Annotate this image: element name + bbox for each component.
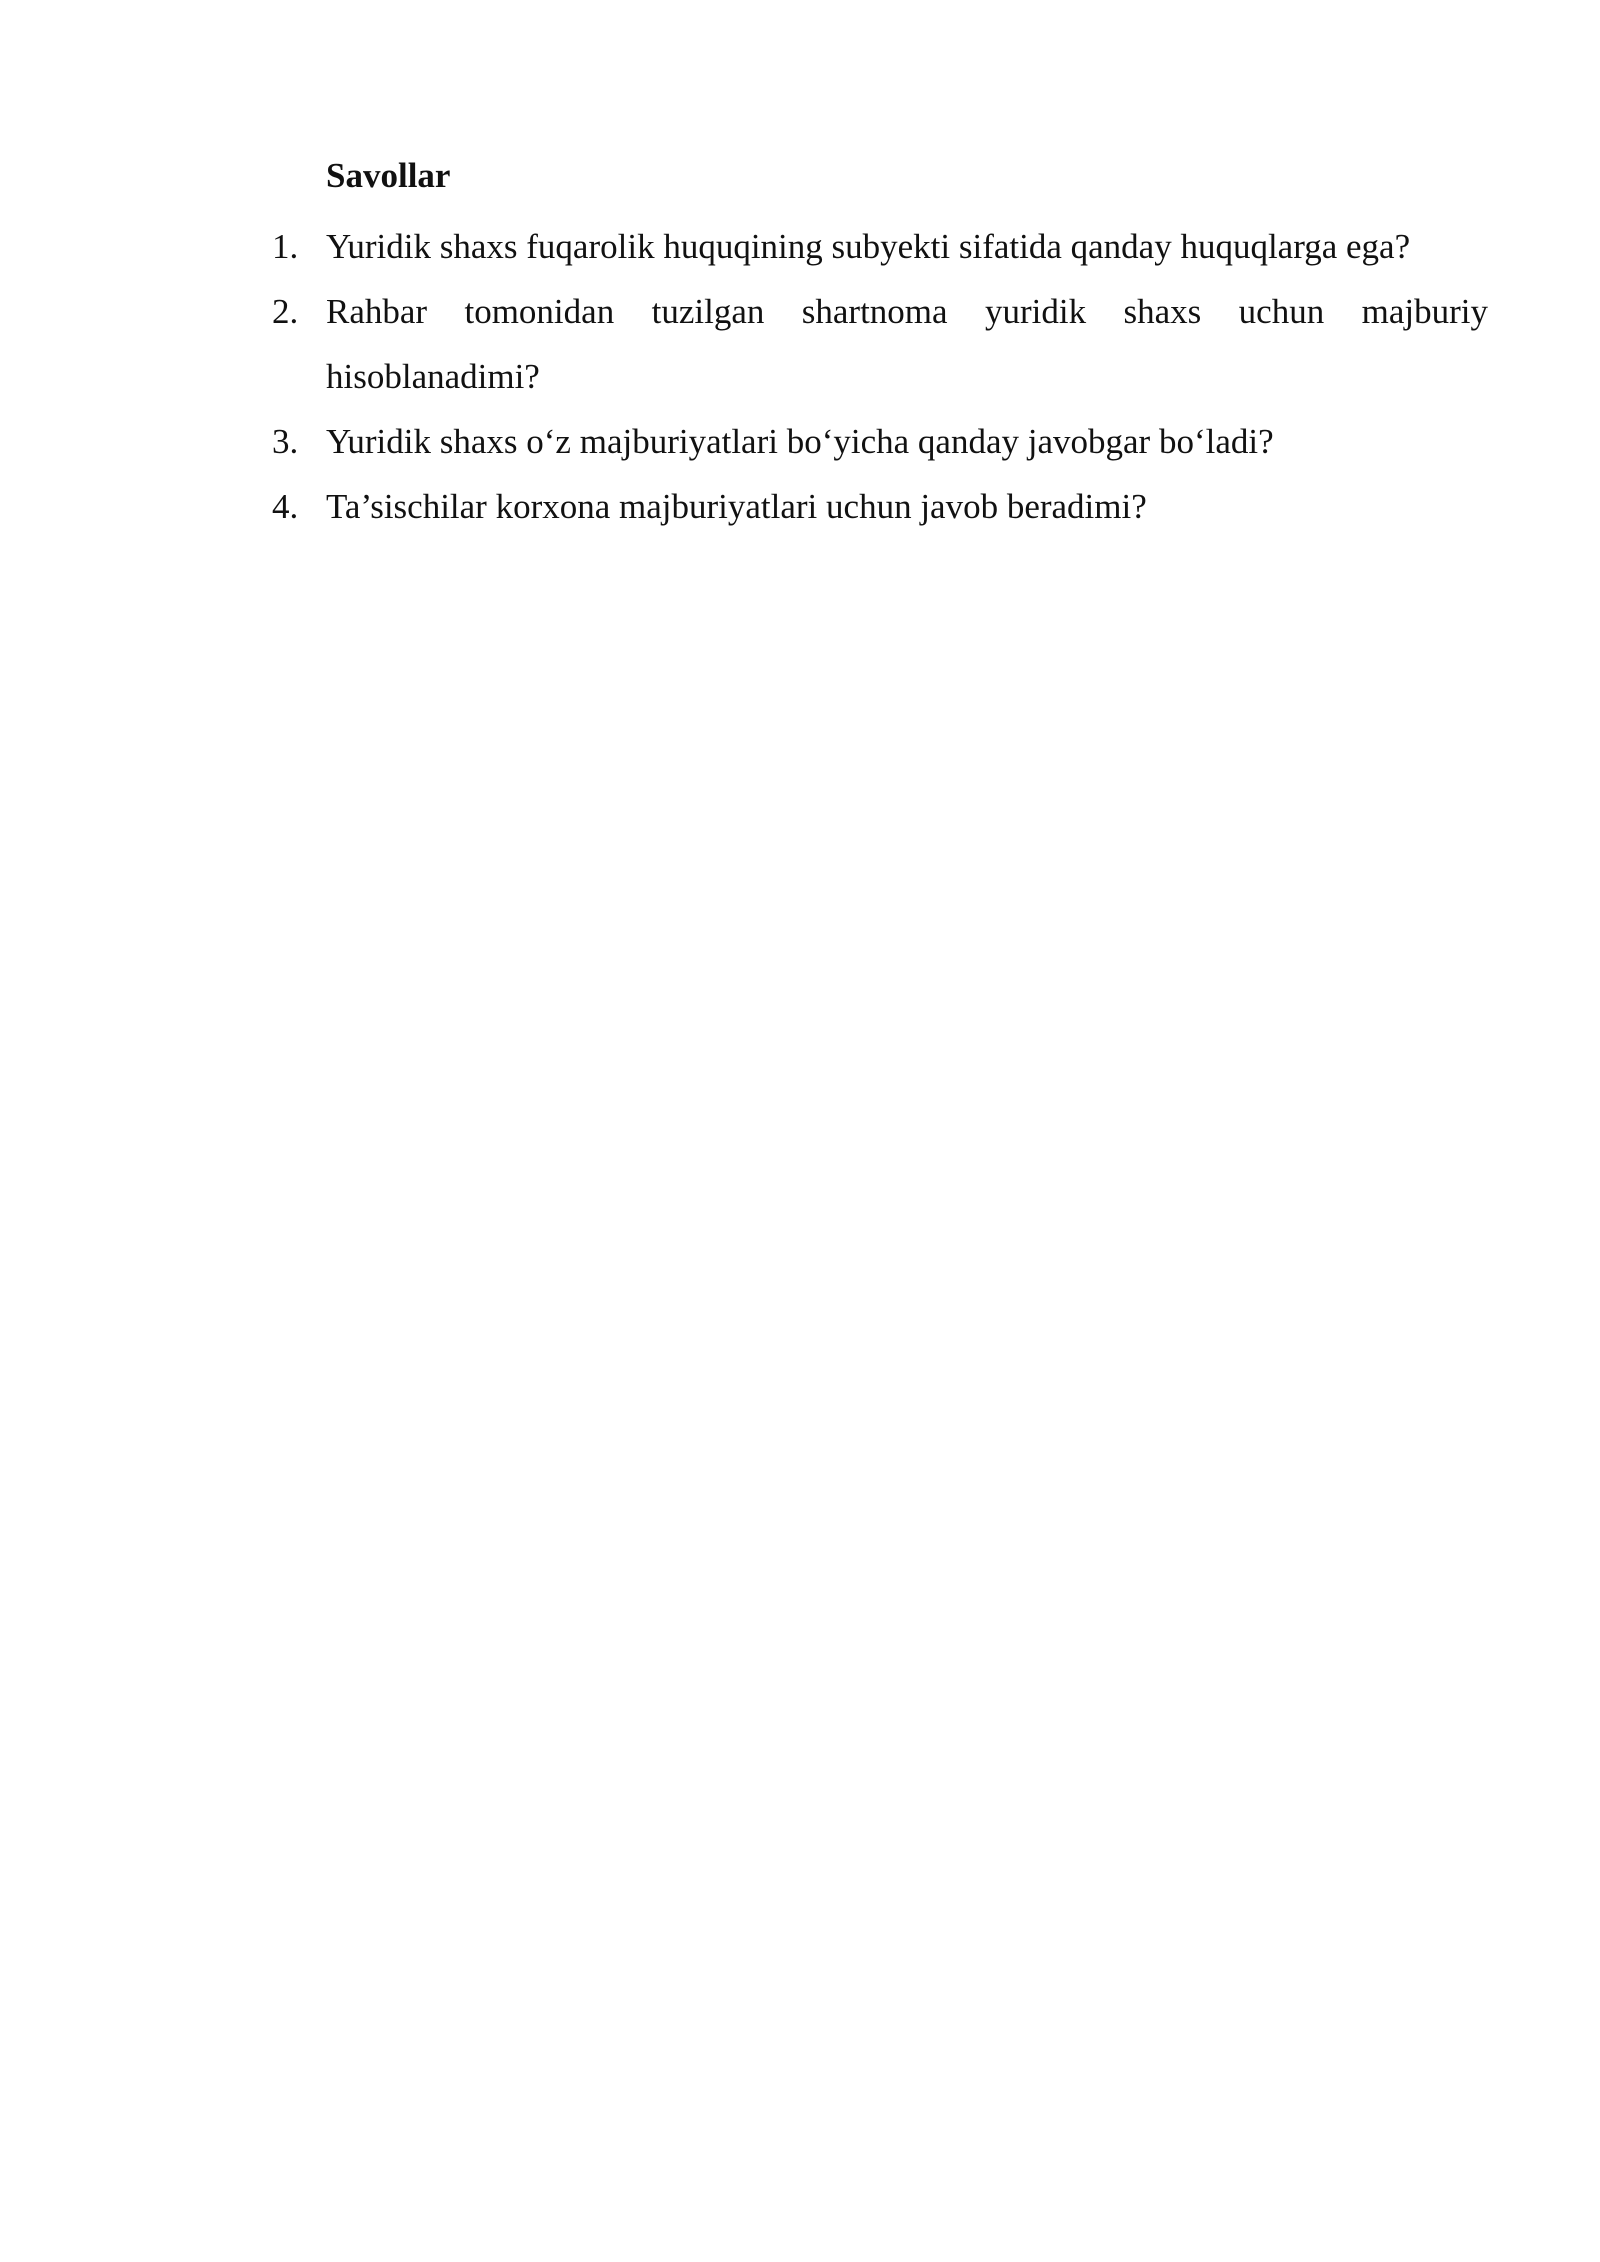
list-item-number: 3. xyxy=(272,422,299,461)
list-item-text: Ta’sischilar korxona majburiyatlari uchun javob beradimi? xyxy=(326,487,1147,526)
list-item xyxy=(272,214,1488,279)
list-item-text: Rahbar tomonidan tuzilgan shartnoma yuridik shaxs uchun majburiy hisoblanadimi? xyxy=(326,292,1488,396)
list-item-number: 2. xyxy=(272,292,299,331)
list-item xyxy=(272,279,1488,409)
list-item-number: 1. xyxy=(272,227,299,266)
list-item xyxy=(272,409,1488,474)
questions-list xyxy=(272,214,1488,539)
list-item-text: Yuridik shaxs fuqarolik huquqining subyekti sifatida qanday huquqlarga ega? xyxy=(326,227,1411,266)
section-heading: Savollar xyxy=(326,156,451,195)
list-item xyxy=(272,474,1488,539)
questions-section xyxy=(272,148,1488,539)
list-item-text: Yuridik shaxs o‘z majburiyatlari bo‘yicha qanday javobgar bo‘ladi? xyxy=(326,422,1274,461)
list-item-number: 4. xyxy=(272,487,299,526)
